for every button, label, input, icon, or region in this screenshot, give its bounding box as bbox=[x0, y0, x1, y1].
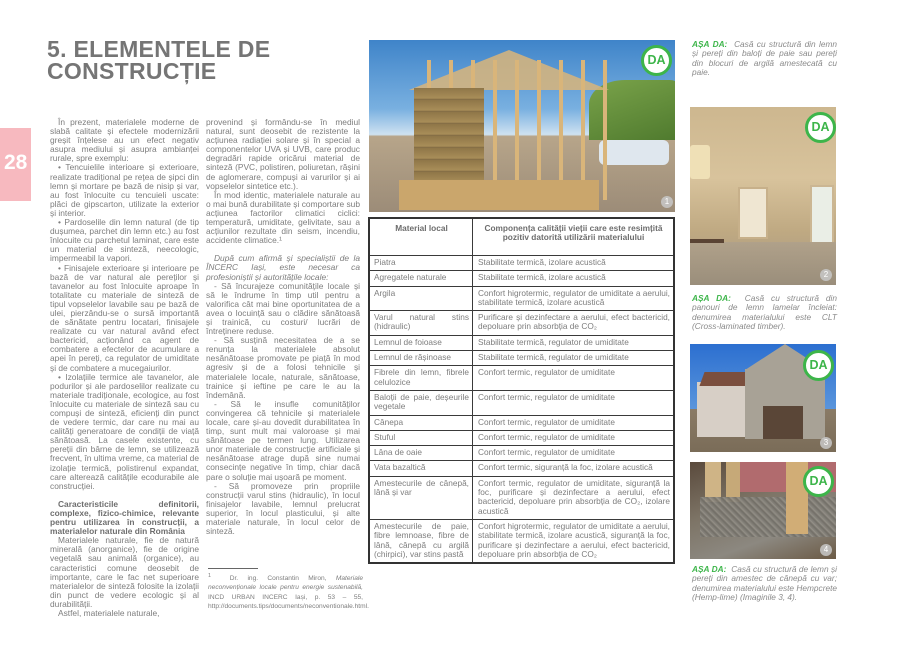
list-item: - Să susțină necesitatea de a se renunța la materialele absolut nesănătoase promovate pe piață în mod agresiv și de a folosi tehnicile și materialele locale, naturale, sănătoase, trainice și ieftine pe care le au la îndemână. bbox=[206, 335, 360, 400]
effect-cell: Confort termic, regulator de umiditate bbox=[473, 390, 675, 415]
caption-text: Casă cu structură din lemn și pereți din baloți de paie sau pereți din blocuri de argilă amestecată cu paie. bbox=[692, 39, 837, 77]
effect-cell: Confort termic, regulator de umiditate bbox=[473, 366, 675, 391]
page-title bbox=[47, 38, 270, 82]
paragraph: Materialele naturale, fie de natură minerală (anorganice), fie de origine vegetală sau animală (organice), au caracteristici comune deosebit de importante, care le fac net superioare materialelor de sinteză folosite la izolații din punct de vedere ecologic și al durabilității. bbox=[50, 535, 199, 609]
list-item: - Să promoveze prin propriile construcții varul stins (hidraulic), în locul finisajelor lavabile, lemnul prelucrat superior, în locul plasticului, și alte materiale naturale, în locul celor de sinteză. bbox=[206, 480, 360, 537]
image-number-badge: 1 bbox=[661, 196, 673, 208]
material-cell: Lâna de oaie bbox=[369, 446, 473, 461]
table-row bbox=[369, 311, 674, 336]
footnote-source: INCD URBAN INCERC Iași, p. 53 – 55, http://documents.tips/documents/neconventionale.html. bbox=[208, 593, 369, 611]
effect-cell: Confort termic, siguranță la foc, izolare acustică bbox=[473, 461, 675, 476]
caption-text: Casă cu structură de lemn și pereți din amestec de cânepă cu var; denumirea materialului este Hempcrete (Hemp-lime) (Imaginile 3, 4). bbox=[692, 564, 837, 602]
material-cell: Stuful bbox=[369, 430, 473, 445]
caption-label: AȘA DA: bbox=[692, 39, 728, 49]
caption-clt bbox=[692, 294, 837, 331]
footnote-author: Dr. ing. Constantin Miron, bbox=[229, 575, 327, 583]
paragraph: În prezent, materialele moderne de slabă calitate și efectele modernizării greșit înțelese au un efect negativ asupra mediului și asupra ambianței rurale, spre exemplu: bbox=[50, 117, 199, 164]
table-row bbox=[369, 286, 674, 311]
caption-straw-bale bbox=[692, 40, 837, 77]
column-header-material: Material local bbox=[369, 218, 473, 256]
table-row bbox=[369, 519, 674, 563]
page-title-line2: CONSTRUCȚIE bbox=[47, 58, 217, 84]
italic-intro: După cum afirmă și specialiștii de la ÎNCERC Iași, este necesar ca profesioniștii și autoritățile locale: bbox=[206, 253, 360, 282]
table-row bbox=[369, 366, 674, 391]
material-cell: Amestecurile de cânepă, lână și var bbox=[369, 476, 473, 519]
table-row bbox=[369, 446, 674, 461]
table-row bbox=[369, 461, 674, 476]
table-header-row bbox=[369, 218, 674, 256]
caption-label: AȘA DA: bbox=[692, 293, 731, 303]
material-cell: Piatra bbox=[369, 256, 473, 271]
effect-cell: Stabilitate termică, regulator de umiditate bbox=[473, 351, 675, 366]
table-row bbox=[369, 256, 674, 271]
table-row bbox=[369, 271, 674, 286]
bullet-paragraph: • Pardoselile din lemn natural (de tip dușumea, parchet din lemn etc.) au fost înlocuite cu parchetul laminat, care este un material de sinteză, neecologic, impermeabil la vapori. bbox=[50, 217, 199, 264]
image-number-badge: 2 bbox=[820, 269, 832, 281]
list-item: - Să le insufle comunităților convingerea că tehnicile și materialele locale, care și-au dovedit durabilitatea în timp, sunt mult mai valoroase și mai sănătoase pe termen lung. Utilizarea unor materiale de construcție artificiale și nesănătoase atrage după sine numai consecințe negative în timp, chiar dacă pare o soluție mai ușoară pe moment. bbox=[206, 398, 360, 482]
column-header-effect: Componența calității vieții care este resimțită pozitiv datorită utilizării materialului bbox=[473, 218, 675, 256]
material-cell: Fibrele din lemn, fibrele celulozice bbox=[369, 366, 473, 391]
effect-cell: Stabilitate termică, izolare acustică bbox=[473, 271, 675, 286]
material-cell: Lemnul de foioase bbox=[369, 335, 473, 350]
photo-hempcrete-house bbox=[690, 344, 836, 452]
material-cell: Baloții de paie, deșeurile vegetale bbox=[369, 390, 473, 415]
caption-hempcrete bbox=[692, 565, 837, 602]
photo-straw-bale-construction bbox=[369, 40, 675, 212]
material-cell: Amestecurile de paie, fibre lemnoase, fibre de lână, cânepă cu argilă (chirpici), var stins pastă bbox=[369, 519, 473, 563]
photo-hempcrete-wall bbox=[690, 462, 836, 559]
materials-table bbox=[368, 217, 675, 564]
caption-text: Casă cu structură din panouri de lemn lamelar încleiat: denumirea materialului este CLT (Cross-laminated timber). bbox=[692, 293, 837, 331]
table-row bbox=[369, 415, 674, 430]
da-badge-icon: DA bbox=[803, 350, 834, 381]
da-badge-icon: DA bbox=[803, 466, 834, 497]
effect-cell: Stabilitate termică, regulator de umiditate bbox=[473, 335, 675, 350]
footnote-divider bbox=[208, 568, 258, 569]
da-badge-icon: DA bbox=[641, 45, 672, 76]
text-column-1 bbox=[50, 118, 199, 618]
paragraph: În mod identic, materialele naturale au o mai bună durabilitate și comportare sub acțiunea factorilor climatici ciclici: temperatură, umiditate, gelivitate, sau a acțiunilor rezultate din seism, incendiu, accidente climatice.¹ bbox=[206, 189, 360, 246]
da-badge-icon: DA bbox=[805, 112, 836, 143]
table-row bbox=[369, 335, 674, 350]
page-number: 28 bbox=[4, 151, 28, 174]
effect-cell: Purificare și dezinfectare a aerului, efect bactericid, depoluare prin absorbția de CO₂ bbox=[473, 311, 675, 336]
bullet-paragraph: • Izolațiile termice ale tavanelor, ale podurilor și ale pardoselilor realizate cu materiale tradiționale, ecologice, au fost înlocuite cu materiale de sinteză sau cu compuși de sinteză, eficienți din punct de vedere termic, dar care nu mai au calități generatoare de condiții de viață sănătoasă. La casele existente, cu pereții din bârne de lemn, se utilizează frecvent, în ultima vreme, ca material de izolație termică, polistirenul expandat, care alterează calitățile ecodurabile ale construcției. bbox=[50, 371, 199, 491]
effect-cell: Confort termic, regulator de umiditate bbox=[473, 415, 675, 430]
material-cell: Argila bbox=[369, 286, 473, 311]
table-row bbox=[369, 476, 674, 519]
paragraph: provenind și formându-se în mediul natural, sunt deosebit de rezistente la acțiunea radiației solare și în special a componentelor UVA și UVB, care produc degradări rapide oricărui material de sinteză (PVC, polistiren, poliuretan, rășini de aglomerare, compuși ai varurilor și ai vopselelor sintetice etc.). bbox=[206, 117, 360, 191]
photo-clt-interior bbox=[690, 107, 836, 285]
bullet-paragraph: • Tencuielile interioare și exterioare, realizate tradițional pe rețea de șipci din lemn și mortare pe bază de nisip și var, au fost înlocuite cu tencuieli uscate: plăci de gipscarton, utilizate la exterior și interior. bbox=[50, 162, 199, 218]
image-number-badge: 4 bbox=[820, 544, 832, 556]
page-title-line1: 5. ELEMENTELE DE bbox=[47, 36, 271, 62]
table-row bbox=[369, 430, 674, 445]
table-row bbox=[369, 351, 674, 366]
footnote-title: Materiale neconvenționale locale pentru energie sustenabilă, bbox=[208, 575, 363, 592]
effect-cell: Confort termic, regulator de umiditate, siguranță la foc, purificare și dezinfectare a aerului, efect bactericid, depoluare prin absorbția de CO₂, izolare acustică bbox=[473, 476, 675, 519]
material-cell: Lemnul de rășinoase bbox=[369, 351, 473, 366]
footnote bbox=[208, 572, 369, 611]
table-row bbox=[369, 390, 674, 415]
image-number-badge: 3 bbox=[820, 437, 832, 449]
text-column-2 bbox=[206, 118, 360, 536]
paragraph: Astfel, materialele naturale, bbox=[58, 607, 160, 618]
material-cell: Agregatele naturale bbox=[369, 271, 473, 286]
material-cell: Vata bazaltică bbox=[369, 461, 473, 476]
section-heading: Caracteristicile definitorii, complexe, fizico-chimice, relevante pentru utilizarea în construcții, a materialelor naturale din România bbox=[50, 498, 199, 537]
caption-label: AȘA DA: bbox=[692, 564, 727, 574]
effect-cell: Confort higrotermic, regulator de umiditate a aerului, stabilitate termică, izolare acustică bbox=[473, 286, 675, 311]
material-cell: Varul natural stins (hidraulic) bbox=[369, 311, 473, 336]
effect-cell: Stabilitate termică, izolare acustică bbox=[473, 256, 675, 271]
effect-cell: Confort termic, regulator de umiditate bbox=[473, 430, 675, 445]
bullet-paragraph: • Finisajele exterioare și interioare pe bază de var natural ale pereților și tavanelor au fost înlocuite aproape în totalitate cu materiale de sinteză de tipul vopselelor lavabile sau pe bază de ulei, pierzându-se o sursă importantă de sănătate pentru locatari, finisajele realizate cu var natural având efect bactericid, acționând ca agent de combatere a efectelor de acumulare a apei în pereți, ca regulator de umiditate și de combatere a mucegaiurilor. bbox=[50, 262, 199, 373]
effect-cell: Confort termic, regulator de umiditate bbox=[473, 446, 675, 461]
list-item: - Să încurajeze comunitățile locale și să le îndrume în timp util pentru a valorifica cât mai bine oportunitatea de a avea o locuință sau o clădire sănătoasă și trainică, cu costuri/ lucrări de întreținere reduse. bbox=[206, 280, 360, 337]
material-cell: Cânepa bbox=[369, 415, 473, 430]
effect-cell: Confort higrotermic, regulator de umiditate a aerului, stabilitate termică, izolare acustică, siguranță la foc, purificare și dezinfectare a aerului, efect bactericid, depoluare prin absorbția de CO₂ bbox=[473, 519, 675, 563]
footnote-marker: 1 bbox=[208, 573, 212, 579]
